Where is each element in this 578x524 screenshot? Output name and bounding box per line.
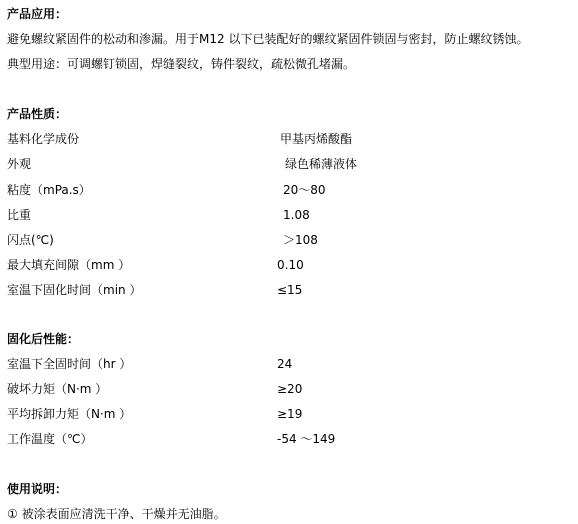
application-description: 避免螺纹紧固件的松动和渗漏。用于M12 以下已装配好的螺纹紧固件锁固与密封，防止螺纹锈蚀。 (7, 32, 529, 46)
usage-instruction-1: ① 被涂表面应清洗干净、干燥并无油脂。 (7, 507, 226, 521)
cured-property-value: 24 (277, 357, 293, 371)
cured-property-row (7, 381, 567, 397)
property-label: 外观 (7, 157, 32, 171)
cured-property-row (7, 406, 567, 422)
property-label: 最大填充间隙（mm ） (7, 258, 131, 272)
cured-property-value: ≥20 (277, 382, 303, 396)
cured-property-label: 平均拆卸力矩（N·m ） (7, 407, 132, 421)
property-label: 粘度（mPa.s） (7, 183, 91, 197)
cured-property-value: -54 ～149 (277, 432, 336, 446)
property-label: 闪点(℃) (7, 233, 54, 247)
property-label: 比重 (7, 208, 32, 222)
property-label: 基料化学成份 (7, 132, 80, 146)
property-row (7, 282, 567, 298)
property-row (7, 207, 567, 223)
property-value: 20～80 (283, 183, 326, 197)
cured-property-label: 室温下全固时间（hr ） (7, 357, 132, 371)
property-value: ＞108 (283, 233, 318, 247)
cured-property-row (7, 431, 567, 447)
property-row (7, 182, 567, 198)
property-label: 室温下固化时间（min ） (7, 283, 142, 297)
property-value: ≤15 (277, 283, 303, 297)
property-value: 甲基丙烯酸酯 (280, 132, 353, 146)
application-typical-uses: 典型用途：可调螺钉锁固，焊缝裂纹，铸件裂纹，疏松微孔堵漏。 (7, 57, 356, 71)
cured-property-value: ≥19 (277, 407, 303, 421)
usage-heading: 使用说明： (7, 482, 68, 496)
cured-property-label: 工作温度（℃） (7, 432, 93, 446)
property-row (7, 131, 567, 147)
property-value: 绿色稀薄液体 (285, 157, 358, 171)
cured-property-label: 破坏力矩（N·m ） (7, 382, 108, 396)
cured-property-row (7, 356, 567, 372)
cured-properties-heading: 固化后性能： (7, 332, 80, 346)
properties-heading: 产品性质： (7, 107, 68, 121)
property-row (7, 257, 567, 273)
application-heading: 产品应用： (7, 7, 68, 21)
property-value: 0.10 (277, 258, 304, 272)
property-value: 1.08 (283, 208, 310, 222)
property-row (7, 156, 567, 172)
property-row (7, 232, 567, 248)
